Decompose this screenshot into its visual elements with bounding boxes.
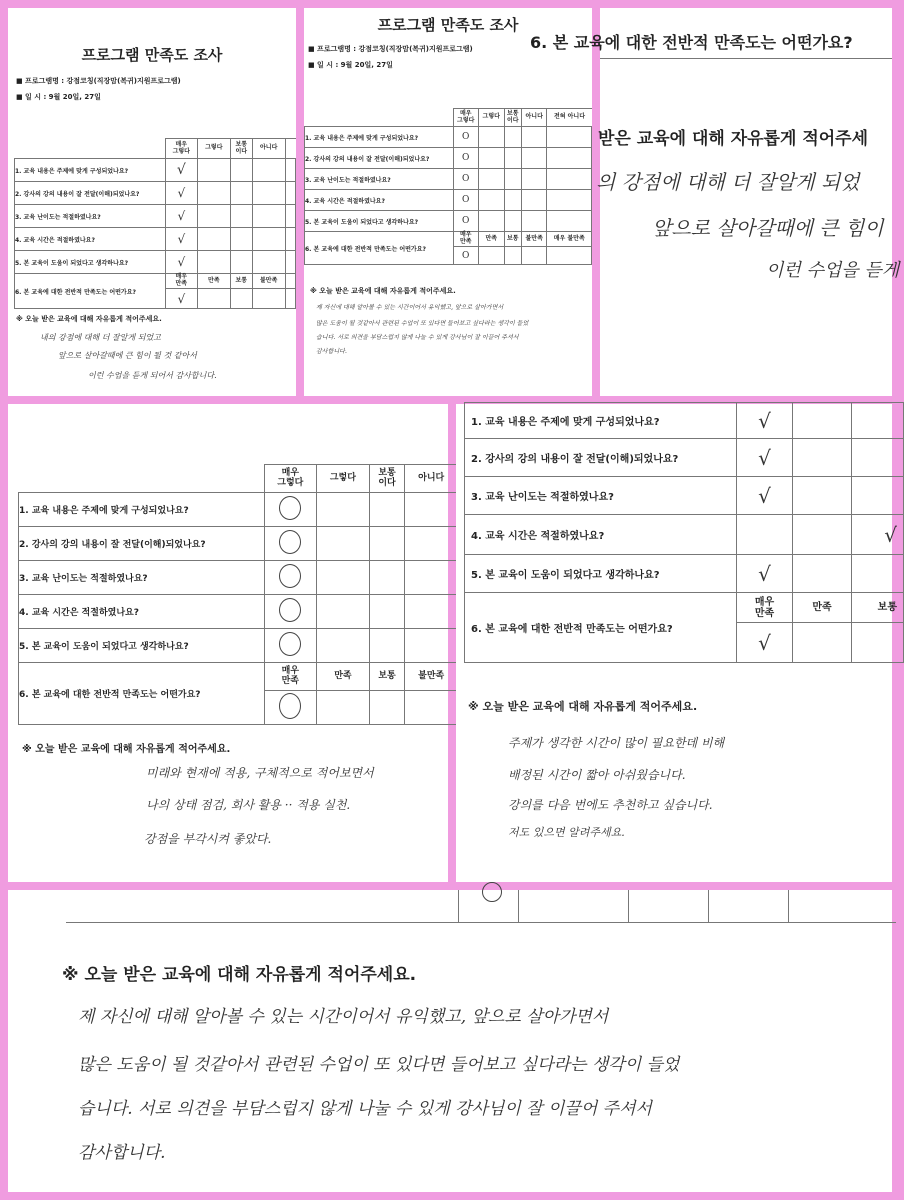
question-4: 4. 교육 시간은 적절하였나요? [465,515,737,555]
handwritten-comment: 많은 도움이 될 것같아서 관련된 수업이 또 있다면 들어보고 싶다라는 생각이 들었 [78,1055,680,1075]
circle-mark: O [453,169,479,190]
question-2: 2. 강사의 강의 내용이 잘 전달(이해)되었나요? [19,527,265,561]
free-comment-prompt: ※ 오늘 받은 교육에 대해 자유롭게 적어주세요. [310,287,456,295]
handwritten-comment: 배정된 시간이 짧아 아쉬웠습니다. [508,768,686,782]
question-6: 6. 본 교육에 대한 전반적 만족도는 어떤가요? [305,232,454,265]
question-2: 2. 강사의 강의 내용이 잘 전달(이해)되었나요? [465,439,737,477]
check-mark: √ [737,477,793,515]
question-5: 5. 본 교육이 도움이 되었다고 생각하나요? [19,629,265,663]
question-5: 5. 본 교육이 도움이 되었다고 생각하나요? [465,555,737,593]
check-mark: √ [737,403,793,439]
handwritten-comment: 강점을 부각시켜 좋았다. [144,832,272,846]
handwritten-comment: 주제가 생각한 시간이 많이 필요한데 비해 [508,736,725,750]
free-comment-prompt: ※ 오늘 받은 교육에 대해 자유롭게 적어주세요. [62,965,417,985]
program-date: ■ 일 시 : 9월 20일, 27일 [16,93,101,101]
question-1: 1. 교육 내용은 주제에 맞게 구성되었나요? [19,493,265,527]
program-name: ■ 프로그램명 : 강점코칭(직장맘(복귀)지원프로그램) [16,77,181,85]
check-mark: √ [165,251,198,274]
question-2: 2. 강사의 강의 내용이 잘 전달(이해)되었나요? [15,182,166,205]
handwritten-comment: 감사합니다. [316,348,347,355]
question-6: 6. 본 교육에 대한 전반적 만족도는 어떤가요? [19,663,265,725]
check-mark: √ [737,623,793,663]
question-2: 2. 강사의 강의 내용이 잘 전달(이해)되었나요? [305,148,454,169]
handwritten-comment: 앞으로 살아갈때에 큰 힘이 [652,216,884,240]
question-3: 3. 교육 난이도는 적절하였나요? [15,205,166,228]
circle-mark: O [453,148,479,169]
check-mark: √ [165,228,198,251]
survey-table: 매우 그렇다 그렇다 보통 이다 아니다 전혀 아니다 1. 교육 내용은 주제에 맞게 구성되었나요? O 2. 강사의 강의 내용이 잘 전달(이해)되었나요? O 3. 교육 난이도는 적절하였나요? O 4. 교육 시간은 적절하였나요? O 5. 본 교육이 도움이 되었다고 생각하나요? O 6. 본 교육에 대한 전반적 만족도는 어떤가요? 매우 만족 만족 보통 불만족 매우 불만족 O [304,108,592,265]
check-mark: √ [165,205,198,228]
circle-mark-icon [482,882,502,902]
circle-mark: O [453,190,479,211]
panel-zoom-3 [456,404,897,882]
question-3: 3. 교육 난이도는 적절하였나요? [305,169,454,190]
handwritten-comment: 내의 강점에 대해 더 잘알게 되었고 [40,333,161,342]
free-comment-prompt: ※ 오늘 받은 교육에 대해 자유롭게 적어주세요. [468,700,698,713]
question-1: 1. 교육 내용은 주제에 맞게 구성되었나요? [15,159,166,182]
question-3: 3. 교육 난이도는 적절하였나요? [465,477,737,515]
free-comment-prompt: ※ 오늘 받은 교육에 대해 자유롭게 적어주세요. [16,315,162,323]
circle-mark-icon [279,632,301,656]
handwritten-comment: 습니다. 서로 의견을 부담스럽지 않게 나눌 수 있게 강사님이 잘 이끌어 주셔서 [316,334,519,341]
handwritten-comment: 나의 상태 점검, 회사 활용 ·· 적용 실천. [146,798,351,812]
check-mark: √ [737,555,793,593]
circle-mark: O [453,127,479,148]
handwritten-comment: 강의를 다음 번에도 추천하고 싶습니다. [508,798,713,812]
handwritten-comment: 의 강점에 대해 더 잘알게 되었 [596,170,860,194]
circle-mark-icon [279,530,301,554]
question-4: 4. 교육 시간은 적절하였나요? [19,595,265,629]
handwritten-comment: 제 자신에 대해 알아볼 수 있는 시간이어서 유익했고, 앞으로 살아가면서 [316,304,504,311]
program-name: ■ 프로그램명 : 강점코칭(직장맘(복귀)지원프로그램) [308,45,473,53]
panel-zoom-1 [530,8,900,396]
handwritten-comment: 이런 수업을 듣게 [766,260,900,281]
check-mark: √ [852,515,904,555]
check-mark: √ [737,439,793,477]
handwritten-comment: 습니다. 서로 의견을 부담스럽지 않게 나눌 수 있게 강사님이 잘 이끌어 주셔서 [78,1099,652,1119]
circle-mark-icon [279,693,301,719]
free-comment-prompt: ※ 오늘 받은 교육에 대해 자유롭게 적어주세요. [22,744,231,755]
handwritten-comment: 제 자신에 대해 알아볼 수 있는 시간이어서 유익했고, 앞으로 살아가면서 [78,1007,609,1027]
circle-mark-icon [279,496,301,520]
handwritten-comment: 미래와 현재에 적용, 구체적으로 적어보면서 [146,766,374,780]
question-5: 5. 본 교육이 도움이 되었다고 생각하나요? [305,211,454,232]
survey-table: 1. 교육 내용은 주제에 맞게 구성되었나요? √ 2. 강사의 강의 내용이 잘 전달(이해)되었나요? √ 3. 교육 난이도는 적절하였나요? √ 4. 교육 시간은 적절하였나요? √ 5. 본 교육이 도움이 되었다고 생각하나요? √ 6. 본 교육에 대한 전반적 만족도는 어떤가요? 매우 만족 만족 보통 √ [464,402,904,663]
circle-mark-icon [279,564,301,588]
form-title: 프로그램 만족도 조사 [81,46,223,64]
handwritten-comment: 앞으로 살아갈때에 큰 힘이 될 것 같아서 [58,351,197,360]
program-date: ■ 일 시 : 9월 20일, 27일 [308,61,393,69]
question-6: 6. 본 교육에 대한 전반적 만족도는 어떤가요? [15,274,166,309]
panel-zoom-4 [8,890,892,1192]
panel-zoom-2 [8,404,448,882]
circle-mark: O [453,247,479,265]
check-mark: √ [165,159,198,182]
handwritten-comment: 이런 수업을 듣게 되어서 감사합니다. [88,371,217,380]
free-comment-prompt: 받은 교육에 대해 자유롭게 적어주세 [598,129,869,149]
check-mark: √ [165,289,198,309]
question-3: 3. 교육 난이도는 적절하였나요? [19,561,265,595]
handwritten-comment: 많은 도움이 될 것같아서 관련된 수업이 또 있다면 들어보고 싶다라는 생각이 들었 [316,320,529,327]
handwritten-comment: 저도 있으면 알려주세요. [508,826,625,839]
question-6: 6. 본 교육에 대한 전반적 만족도는 어떤가요? [530,33,853,52]
question-4: 4. 교육 시간은 적절하였나요? [15,228,166,251]
panel-form-1 [8,8,296,396]
circle-mark: O [453,211,479,232]
question-6: 6. 본 교육에 대한 전반적 만족도는 어떤가요? [465,593,737,663]
question-1: 1. 교육 내용은 주제에 맞게 구성되었나요? [465,403,737,439]
question-1: 1. 교육 내용은 주제에 맞게 구성되었나요? [305,127,454,148]
survey-table: 매우 그렇다 그렇다 보통 이다 아니다 1. 교육 내용은 주제에 맞게 구성되었나요? 2. 강사의 강의 내용이 잘 전달(이해)되었나요? 3. 교육 난이도는 적절하였나요? 4. 교육 시간은 적절하였나요? 5. 본 교육이 도움이 되었다고 생각하나요? 6. 본 교육에 대한 전반적 만족도는 어떤가요? 매우 만족 만족 보통 불만족 [18,464,458,725]
handwritten-comment: 감사합니다. [78,1143,166,1163]
form-title: 프로그램 만족도 조사 [377,16,519,34]
survey-table: 매우 그렇다 그렇다 보통 이다 아니다 1. 교육 내용은 주제에 맞게 구성되었나요? √ 2. 강사의 강의 내용이 잘 전달(이해)되었나요? √ 3. 교육 난이도는 적절하였나요? √ 4. 교육 시간은 적절하였나요? √ 5. 본 교육이 도움이 되었다고 생각하나요? √ 6. 본 교육에 대한 전반적 만족도는 어떤가요? 매우 만족 만족 보통 불만족 √ [14,138,296,309]
question-4: 4. 교육 시간은 적절하였나요? [305,190,454,211]
question-5: 5. 본 교육이 도움이 되었다고 생각하나요? [15,251,166,274]
circle-mark-icon [279,598,301,622]
panel-form-2 [304,8,592,396]
check-mark: √ [165,182,198,205]
